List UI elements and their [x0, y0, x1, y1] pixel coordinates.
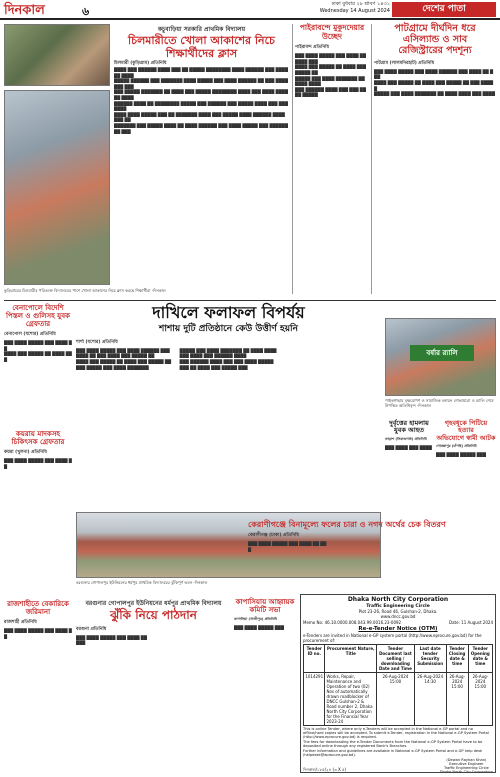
cell-doc-last-date: 26-Aug-2024 15:00	[377, 673, 415, 726]
story-benapole	[4, 304, 72, 424]
masthead	[0, 0, 500, 20]
story-byline: চিলমারী (কুড়িগ্রাম) প্রতিনিধি	[114, 61, 167, 66]
story-headline: কেরাণীগঞ্জে বিনামূল্যে ফলের চারা ও নগদ অর্থের চেক বিতরণ	[248, 520, 446, 529]
story-headline-2: অভিযোগে স্বামী আটক	[436, 433, 496, 442]
tender-row	[304, 673, 493, 726]
story-byline: বেনাপোল (যশোর) প্রতিনিধি	[4, 332, 56, 338]
story-headline: পাইরাবন্দে মুকুদদেয়ার উচ্ছেদ	[299, 23, 365, 41]
signer-name: (Dewan Rayhan Khan)	[446, 758, 487, 763]
tender-footer	[303, 758, 493, 773]
story-byline: কেরাণীগঞ্জ (ঢাকা) প্রতিনিধি	[248, 533, 299, 539]
story-body: ███ ████ █████ ███ ████ ██ ███	[76, 634, 147, 646]
page-number: ৬	[82, 5, 90, 18]
story-pairaband	[295, 24, 369, 294]
story-headline: দাখিলে ফলাফল বিপর্যয়	[152, 303, 305, 322]
tender-table	[303, 644, 493, 726]
tender-web: www.dncc.gov.bd	[380, 613, 416, 619]
col-procurement: Procurement Nature, Title	[325, 645, 377, 673]
horizontal-rule	[4, 300, 496, 301]
story-headline: বেনাপোলে বিদেশি পিস্তল ও গুলিসহ যুবক গ্রেফতার	[5, 304, 71, 329]
story-body: ███ ████ █████ ███	[234, 625, 284, 631]
story-rally	[385, 318, 496, 414]
story-housewife	[436, 420, 496, 516]
story-byline: গোমস্তাপুর (চাঁপাই) প্রতিনিধি	[436, 444, 477, 449]
story-body: ███ ████ █████ ███ ████ ██	[4, 628, 72, 639]
story-body: ███ ████ ███ ████	[385, 444, 432, 450]
story-headline: কয়রায় মাদকসহ চিকিৎসক গ্রেফতার	[11, 430, 65, 447]
newspaper-logo: দিনকাল	[4, 3, 45, 18]
story-byline: পাইরাবন্দ প্রতিনিধি	[295, 45, 329, 51]
school-photo-main	[4, 90, 110, 285]
caption-text: কুড়িগ্রামের চিলমারীর পরিত্যক্ত বিদ্যালয়ের পাশে খোলা আকাশের নিচে ক্লাস করছে শিক্ষার্থীরা	[4, 288, 151, 293]
story-headline-1: গৃহবধূকে পিটিয়ে হত্যার	[444, 419, 488, 435]
section-label: দেশের পাতা	[392, 2, 496, 17]
story-durbar	[385, 420, 433, 516]
story-headline-1: পাটগ্রামে দীর্ঘদিন ধরে	[394, 23, 476, 34]
column-divider	[292, 24, 293, 294]
tender-header-row	[304, 645, 493, 673]
date-bangla: ঢাকা বুধবার ২৮ শ্রাবণ ১৪৩১	[331, 1, 390, 7]
story-subhead: শাশায় দুটি প্রতিষ্ঠানে কেউ উত্তীর্ণ হয়নি	[159, 324, 298, 335]
caption-credit: -দিনকাল	[193, 579, 208, 585]
cell-closing: 26-Aug-2024 15:00	[446, 673, 468, 726]
col-security-date: Last date tender Security Submission	[414, 645, 446, 673]
caption-credit: -দিনকাল	[416, 403, 431, 408]
cell-opening: 26-Aug-2024 15:00	[468, 673, 492, 726]
tender-notice	[300, 594, 496, 773]
tender-org: Dhaka North City Corporation	[347, 596, 449, 603]
story-body: ███ ████ █████ ███ ████ ██	[4, 458, 72, 469]
story-keraniganj	[248, 520, 496, 590]
caption-text: বরগুনার গোপালপুর ইউনিয়নের ধর্মপুর প্রাথমিক বিদ্যালয়ের ঝুঁকিপূর্ণ ভবন	[76, 579, 192, 585]
story-body: ███ ████ █████ ███ ████ ██ ████ ███ █████ ██ ████ ███	[4, 340, 72, 362]
cell-tender-id: 1014291	[304, 673, 325, 726]
story-headline: দুর্বৃত্তের হামলায় যুবক আহত	[389, 419, 429, 435]
story-byline: শার্শা (যশোর) প্রতিনিধি	[76, 339, 118, 345]
col-doc-last-date: Tender Document last selling / downloading Date and Time	[377, 645, 415, 673]
story-byline: রাজশাহী প্রতিনিধি	[4, 620, 37, 626]
tender-date: Date: 11 August 2024	[449, 619, 493, 625]
signer-title: Executive Engineer	[449, 762, 484, 767]
story-headline-3: রেজিস্ট্রারের পদশূন্য	[398, 44, 472, 56]
dateline	[298, 1, 390, 15]
story-body: ███ ████ █████ ███ ████ ██████ ███ ████ ██ ███ ████ ███ █████ ██ ████ ███ █████ ██ ███ █████ █████ ███ ████ ███████ ██ ████ ████ ███ ████	[374, 68, 495, 97]
story-headline: চিলমারীতে খোলা আকাশের নিচে শিক্ষার্থীদের ক্লাস	[128, 34, 275, 60]
story-body: ███ ████ █████ ███ ████ ██████ ███ ████ ██ ███ ████ ███ █████ ██ ████ ███ █████ ██ ████ ███ █████ ██ ███ █████ ███ ████ ███████ █████ ███ ████ ███████ ██ ████ ████ ███ ████ ███ ██████ ████ ███ ██████ ████ ███ ███ ████ █████ ███ ██ ████ ███ █████ ███	[76, 347, 277, 370]
col-opening: Tender Opening date & time	[468, 645, 492, 673]
story-headline: কাপাসিয়ায় আহ্বায়ক কমিটি সভা	[235, 598, 295, 615]
cell-security-date: 26-Aug-2024 14:30	[414, 673, 446, 726]
tender-ad-code: দিনকাল/১৮৫/২৪ (৩ X ৫)	[303, 767, 347, 773]
column-divider	[371, 24, 372, 294]
rally-photo	[385, 318, 496, 396]
story-byline: কাপাসিয়া (গাজীপুর) প্রতিনিধি	[234, 617, 277, 622]
cell-procurement: Works, Repair, Maintenance and Operation of two (02) Nos of automatically drawn roadblocker of DNCC Gulshan-2 & Road number 2, Dhaka North City Corporation for the Financial Year 2023-24	[325, 673, 377, 726]
photo-caption	[385, 398, 496, 408]
tender-title: Re-e-Tender Notice (OTM)	[358, 625, 438, 632]
tender-memo: Memo No: 46.10.0000.008.043.99.0016.23-0092	[303, 619, 402, 625]
story-byline: তাড়াশ (সিরাজগঞ্জ) প্রতিনিধি	[385, 436, 427, 441]
tender-address: Plot 23-26, Road 46, Gulshan-2, Dhaka.	[358, 608, 438, 614]
story-kicker: কচুবাড়িয়া সরকারি প্রাথমিক বিদ্যালয়	[157, 26, 246, 33]
signer-dept: Traffic Engineering Circle	[444, 766, 489, 771]
school-photo-top	[4, 24, 110, 86]
col-closing: Tender Closing date & time	[446, 645, 468, 673]
story-headline-2: এসিল্যান্ড ও সাব	[402, 33, 468, 45]
rally-banner	[410, 345, 474, 361]
tender-signature	[440, 758, 493, 773]
story-kapasia	[234, 598, 296, 773]
story-kicker: বরগুনার গোপালপুর ইউনিয়নের ধর্মপুর প্রাথমিক বিদ্যালয়	[85, 600, 222, 607]
story-body: ███ ████ █████ ███ ████ ██ ███	[248, 541, 327, 552]
story-headline: রাজশাহীতে বেকারিকে জরিমানা	[7, 600, 69, 617]
col-tender-id: Tender ID no.	[304, 645, 325, 673]
story-byline: বরগুনা প্রতিনিধি	[76, 626, 107, 632]
date-english: Wednesday 14 August 2024	[319, 8, 390, 14]
story-headline: ঝুঁকি নিয়ে পাঠদান	[110, 608, 197, 622]
story-byline: পাটগ্রাম (লালমনিরহাট) প্রতিনিধি	[374, 60, 435, 66]
story-body: ████ ███ ██████ ████ ███ ██ █████ ████████ ████ ██████ ███ ██████ ████ █████ ██████ ███ ███████ ████ █████ ███ ████ ██████ ██ ███ ███████ ███ ███ █████ ███████ ██ ████ ███ █████ ████████ ████ ███ ████ ████ ██ ████ ██████ ████ ██ ████████ █████ ███ ██████ ███ █████ ████ ███ ███████ ████ ████ █████ ███ ██ ███████ ████ ███ █████ ████ ██████ ████ ███ ██ ███████ ███ █████ ████ ██ ████ ██████ ███ ████ █████ ███ ████████ ███	[114, 67, 288, 134]
story-borguna	[76, 598, 231, 773]
caption-text: পাইকগাছায় বৃক্ষরোপণ ও সামাজিক বনায়ন শোভাযাত্রা ও র‍্যালি শেষে উপস্থিত অতিথিবৃন্দ	[385, 398, 494, 408]
story-body: ███ ████ █████ ███	[436, 452, 486, 458]
tender-circle: Traffic Engineering Circle	[366, 603, 430, 609]
story-rajshahi	[4, 600, 72, 770]
tender-note-2: The fees for downloading the e-Tender Documents from the National e-GP System Portal have to be deposited online through any registered Bank's Branches.	[303, 740, 483, 749]
tender-note-3: Further information and guidelines are available in National e-GP System Portal and e-GP help desk (helpdesk@eprocure.gov.bd).	[303, 749, 483, 758]
story-drug	[4, 430, 72, 520]
tender-note-1: This is online Tender, where only e-Tenders will be accepted in the National e-GP portal and no offline/hard copies will be accepted. To submit e-Tender, registration in the National e-GP System Portal (http://www.eprocure.gov.bd) is required.	[303, 727, 489, 740]
rally-banner-text: বর্ষার র‍্যালি	[426, 349, 458, 357]
story-byline: কয়রা (খুলনা) প্রতিনিধি	[4, 450, 47, 456]
tender-memo-row	[303, 620, 493, 625]
story-chilmari	[4, 24, 289, 300]
story-body: ███ ████ █████ ███ ████ ██████ ███ ████ ███ █████ ██ ████ ███ █████ ██ █████ ███ ████ ███████ ██ ████ ████ ███ ██████ ████ ███ ███ ████ █████	[295, 53, 366, 98]
photo-caption	[4, 288, 289, 293]
tender-intro: e-Tenders are invited in National e-GP system portal (http://www.eprocure.gov.bd) for the procurement of:	[303, 633, 482, 644]
caption-credit: -দিনকাল	[151, 288, 166, 293]
signer-org: Dhaka North City Corporation	[439, 770, 493, 773]
story-patgram	[374, 24, 496, 294]
